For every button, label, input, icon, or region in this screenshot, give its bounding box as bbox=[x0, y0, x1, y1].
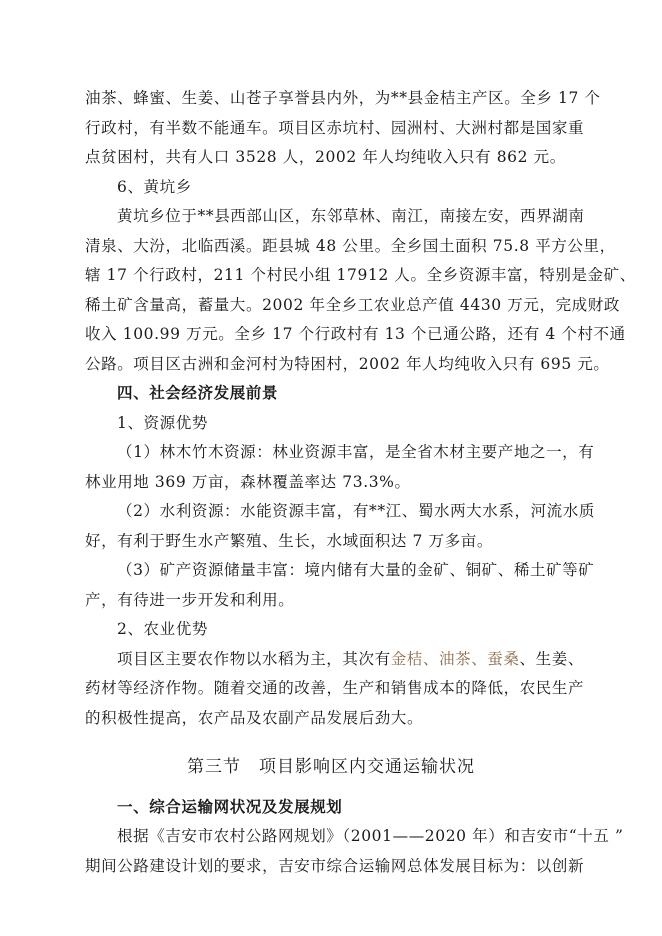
paragraph-line: （2）水利资源：水能资源丰富，有**江、蜀水两大水系，河流水质 bbox=[117, 502, 595, 520]
paragraph-line: （1）林木竹木资源：林业资源丰富，是全省木材主要产地之一，有 bbox=[117, 443, 595, 461]
paragraph-line: 的积极性提高，农产品及农副产品发展后劲大。 bbox=[85, 709, 424, 727]
paragraph-line: 清泉、大汾，北临西溪。距县城 48 公里。全乡国土面积 75.8 平方公里， bbox=[85, 237, 616, 255]
paragraph-line: 点贫困村，共有人口 3528 人，2002 年人均纯收入只有 862 元。 bbox=[85, 148, 566, 166]
text-run: 项目区主要农作物以水稻为主，其次有 bbox=[117, 650, 391, 668]
paragraph-line: 公路。项目区古洲和金河村为特困村，2002 年人均纯收入只有 695 元。 bbox=[85, 355, 610, 373]
paragraph-line: 辖 17 个行政村，211 个村民小组 17912 人。全乡资源丰富，特别是金矿、 bbox=[85, 266, 636, 284]
heading-social-economic: 四、社会经济发展前景 bbox=[117, 384, 279, 402]
paragraph-line: 根据《吉安市农村公路网规划》（2001——2020 年）和吉安市“十五 ” bbox=[117, 827, 624, 845]
paragraph-line: 产，有待进一步开发和利用。 bbox=[85, 591, 295, 609]
section-title: 第三节 项目影响区内交通运输状况 bbox=[187, 757, 475, 777]
paragraph-line: 黄坑乡位于**县西部山区，东邻草林、南江，南接左安，西界湖南 bbox=[117, 207, 585, 225]
paragraph-line: 收入 100.99 万元。全乡 17 个行政村有 13 个已通公路，还有 4 个村不通 bbox=[85, 325, 626, 343]
subheading-huangkeng: 6、黄坑乡 bbox=[117, 178, 192, 196]
paragraph-line bbox=[117, 649, 584, 669]
paragraph-line: 油茶、蜂蜜、生姜、山苍子享誉县内外，为**县金桔主产区。全乡 17 个 bbox=[85, 89, 601, 107]
highlighted-crops: 金桔、油茶、蚕桑 bbox=[390, 650, 520, 668]
paragraph-line: 行政村，有半数不能通车。项目区赤坑村、园洲村、大洲村都是国家重 bbox=[85, 119, 585, 137]
paragraph-line: 药材等经济作物。随着交通的改善，生产和销售成本的降低，农民生产 bbox=[85, 679, 585, 697]
paragraph-line: 期间公路建设计划的要求，吉安市综合运输网总体发展目标为：以创新 bbox=[85, 857, 585, 875]
paragraph-line: 稀土矿含量高，蓄量大。2002 年全乡工农业总产值 4430 万元，完成财政 bbox=[85, 296, 620, 314]
subheading-resource: 1、资源优势 bbox=[117, 414, 208, 432]
paragraph-line: 好，有利于野生水产繁殖、生长，水域面积达 7 万多亩。 bbox=[85, 532, 493, 550]
subheading-agriculture: 2、农业优势 bbox=[117, 620, 208, 638]
paragraph-line: 林业用地 369 万亩，森林覆盖率达 73.3%。 bbox=[85, 473, 411, 491]
text-run: 、生姜、 bbox=[519, 650, 584, 668]
paragraph-line: （3）矿产资源储量丰富：境内储有大量的金矿、铜矿、稀土矿等矿 bbox=[117, 561, 595, 579]
heading-transport-network: 一、综合运输网状况及发展规划 bbox=[117, 798, 343, 816]
